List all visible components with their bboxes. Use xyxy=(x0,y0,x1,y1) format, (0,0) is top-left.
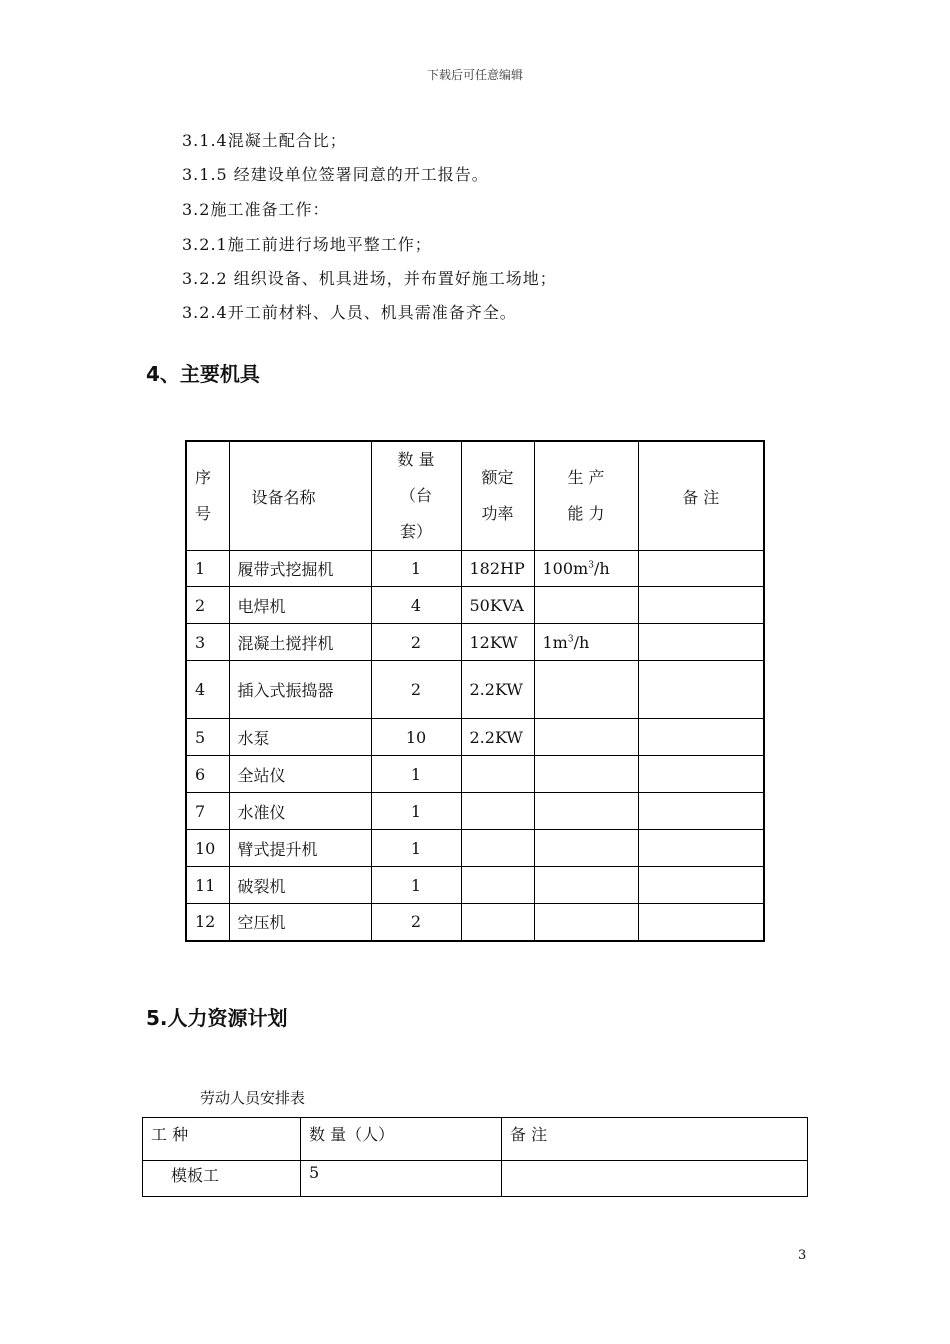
table-row xyxy=(186,904,764,941)
cell-name: 水准仪 xyxy=(229,793,371,830)
cell-name: 插入式振捣器 xyxy=(229,661,371,719)
section5-heading: 5.人力资源计划 xyxy=(146,1006,288,1030)
table-row xyxy=(143,1161,808,1197)
table-row xyxy=(186,756,764,793)
capacity-value: 100m xyxy=(542,559,589,578)
header-qty-line1: 数 量 xyxy=(397,450,435,469)
cell-capacity xyxy=(534,904,638,941)
cell-power xyxy=(461,830,534,867)
cell-power: 2.2KW xyxy=(461,661,534,719)
cell-remark xyxy=(638,624,764,661)
section4-heading: 4、主要机具 xyxy=(146,362,260,386)
cell-trade: 模板工 xyxy=(143,1161,301,1197)
header-remark: 备 注 xyxy=(638,441,764,551)
cell-name: 履带式挖掘机 xyxy=(229,551,371,587)
cell-name: 破裂机 xyxy=(229,867,371,904)
cell-name: 电焊机 xyxy=(229,587,371,624)
cell-seq: 2 xyxy=(186,587,229,624)
header-name: 设备名称 xyxy=(229,441,371,551)
table-row xyxy=(186,624,764,661)
cell-remark xyxy=(638,587,764,624)
cell-power xyxy=(461,904,534,941)
cell-capacity xyxy=(534,830,638,867)
header-count: 数 量（人） xyxy=(301,1118,502,1161)
table-row xyxy=(186,867,764,904)
cell-qty: 2 xyxy=(371,661,461,719)
cell-seq: 10 xyxy=(186,830,229,867)
table-row xyxy=(186,793,764,830)
cell-power: 12KW xyxy=(461,624,534,661)
header-power xyxy=(461,441,534,551)
labor-table-caption: 劳动人员安排表 xyxy=(200,1089,306,1107)
header-qty-line2: （台 xyxy=(399,486,432,505)
header-capacity xyxy=(534,441,638,551)
paragraph-3-2-2: 3.2.2 组织设备、机具进场，并布置好施工场地； xyxy=(182,269,557,288)
page-number: 3 xyxy=(798,1248,807,1263)
cell-name: 空压机 xyxy=(229,904,371,941)
cell-capacity xyxy=(534,719,638,756)
cell-power xyxy=(461,867,534,904)
cell-power xyxy=(461,756,534,793)
cell-qty: 2 xyxy=(371,624,461,661)
cell-qty: 1 xyxy=(371,867,461,904)
capacity-unit: /h xyxy=(573,632,590,652)
labor-header-row xyxy=(143,1118,808,1161)
cell-power: 182HP xyxy=(461,551,534,587)
header-capacity-line1: 生 产 xyxy=(567,468,605,487)
cell-capacity xyxy=(534,867,638,904)
cell-qty: 1 xyxy=(371,793,461,830)
paragraph-3-1-4: 3.1.4混凝土配合比； xyxy=(182,131,347,150)
cell-qty: 1 xyxy=(371,830,461,867)
cell-remark xyxy=(638,551,764,587)
cell-capacity xyxy=(534,661,638,719)
table-row xyxy=(186,587,764,624)
cell-power: 50KVA xyxy=(461,587,534,624)
header-qty xyxy=(371,441,461,551)
header-seq-line2: 号 xyxy=(195,504,212,523)
cell-remark xyxy=(502,1161,808,1197)
labor-table xyxy=(142,1117,808,1197)
cell-capacity xyxy=(534,551,638,587)
paragraph-3-2: 3.2施工准备工作： xyxy=(182,200,330,219)
table-row xyxy=(186,830,764,867)
cell-remark xyxy=(638,830,764,867)
capacity-value: 1m xyxy=(542,632,568,652)
cell-remark xyxy=(638,661,764,719)
cell-count: 5 xyxy=(301,1161,502,1197)
header-qty-line3: 套） xyxy=(399,522,432,541)
cell-qty: 1 xyxy=(371,551,461,587)
cell-name: 臂式提升机 xyxy=(229,830,371,867)
capacity-exponent: 3 xyxy=(588,560,594,571)
cell-qty: 10 xyxy=(371,719,461,756)
cell-name: 水泵 xyxy=(229,719,371,756)
header-power-line1: 额定 xyxy=(481,468,514,487)
header-seq-line1: 序 xyxy=(195,468,212,487)
cell-power: 2.2KW xyxy=(461,719,534,756)
cell-name: 混凝土搅拌机 xyxy=(229,624,371,661)
header-capacity-line2: 能 力 xyxy=(567,504,605,523)
table-row xyxy=(186,551,764,587)
cell-capacity xyxy=(534,624,638,661)
cell-seq: 12 xyxy=(186,904,229,941)
table-row xyxy=(186,661,764,719)
cell-remark xyxy=(638,756,764,793)
cell-seq: 11 xyxy=(186,867,229,904)
header-remark: 备 注 xyxy=(502,1118,808,1161)
cell-remark xyxy=(638,904,764,941)
equipment-header-row xyxy=(186,441,764,551)
header-note: 下载后可任意编辑 xyxy=(426,68,523,82)
cell-seq: 3 xyxy=(186,624,229,661)
paragraph-3-1-5: 3.1.5 经建设单位签署同意的开工报告。 xyxy=(182,165,489,184)
capacity-exponent: 3 xyxy=(567,634,574,645)
cell-capacity xyxy=(534,756,638,793)
paragraph-3-2-1: 3.2.1施工前进行场地平整工作； xyxy=(182,235,432,254)
cell-remark xyxy=(638,867,764,904)
header-trade: 工 种 xyxy=(143,1118,301,1161)
cell-capacity xyxy=(534,587,638,624)
header-seq xyxy=(186,441,229,551)
cell-capacity xyxy=(534,793,638,830)
table-row xyxy=(186,719,764,756)
paragraph-3-2-4: 3.2.4开工前材料、人员、机具需准备齐全。 xyxy=(182,303,517,322)
cell-seq: 6 xyxy=(186,756,229,793)
equipment-table xyxy=(185,440,765,942)
cell-qty: 4 xyxy=(371,587,461,624)
cell-qty: 1 xyxy=(371,756,461,793)
cell-seq: 1 xyxy=(186,551,229,587)
header-power-line2: 功率 xyxy=(481,504,514,523)
capacity-unit: /h xyxy=(593,559,610,578)
cell-remark xyxy=(638,793,764,830)
cell-seq: 4 xyxy=(186,661,229,719)
cell-seq: 7 xyxy=(186,793,229,830)
cell-name: 全站仪 xyxy=(229,756,371,793)
cell-qty: 2 xyxy=(371,904,461,941)
cell-power xyxy=(461,793,534,830)
cell-remark xyxy=(638,719,764,756)
cell-seq: 5 xyxy=(186,719,229,756)
